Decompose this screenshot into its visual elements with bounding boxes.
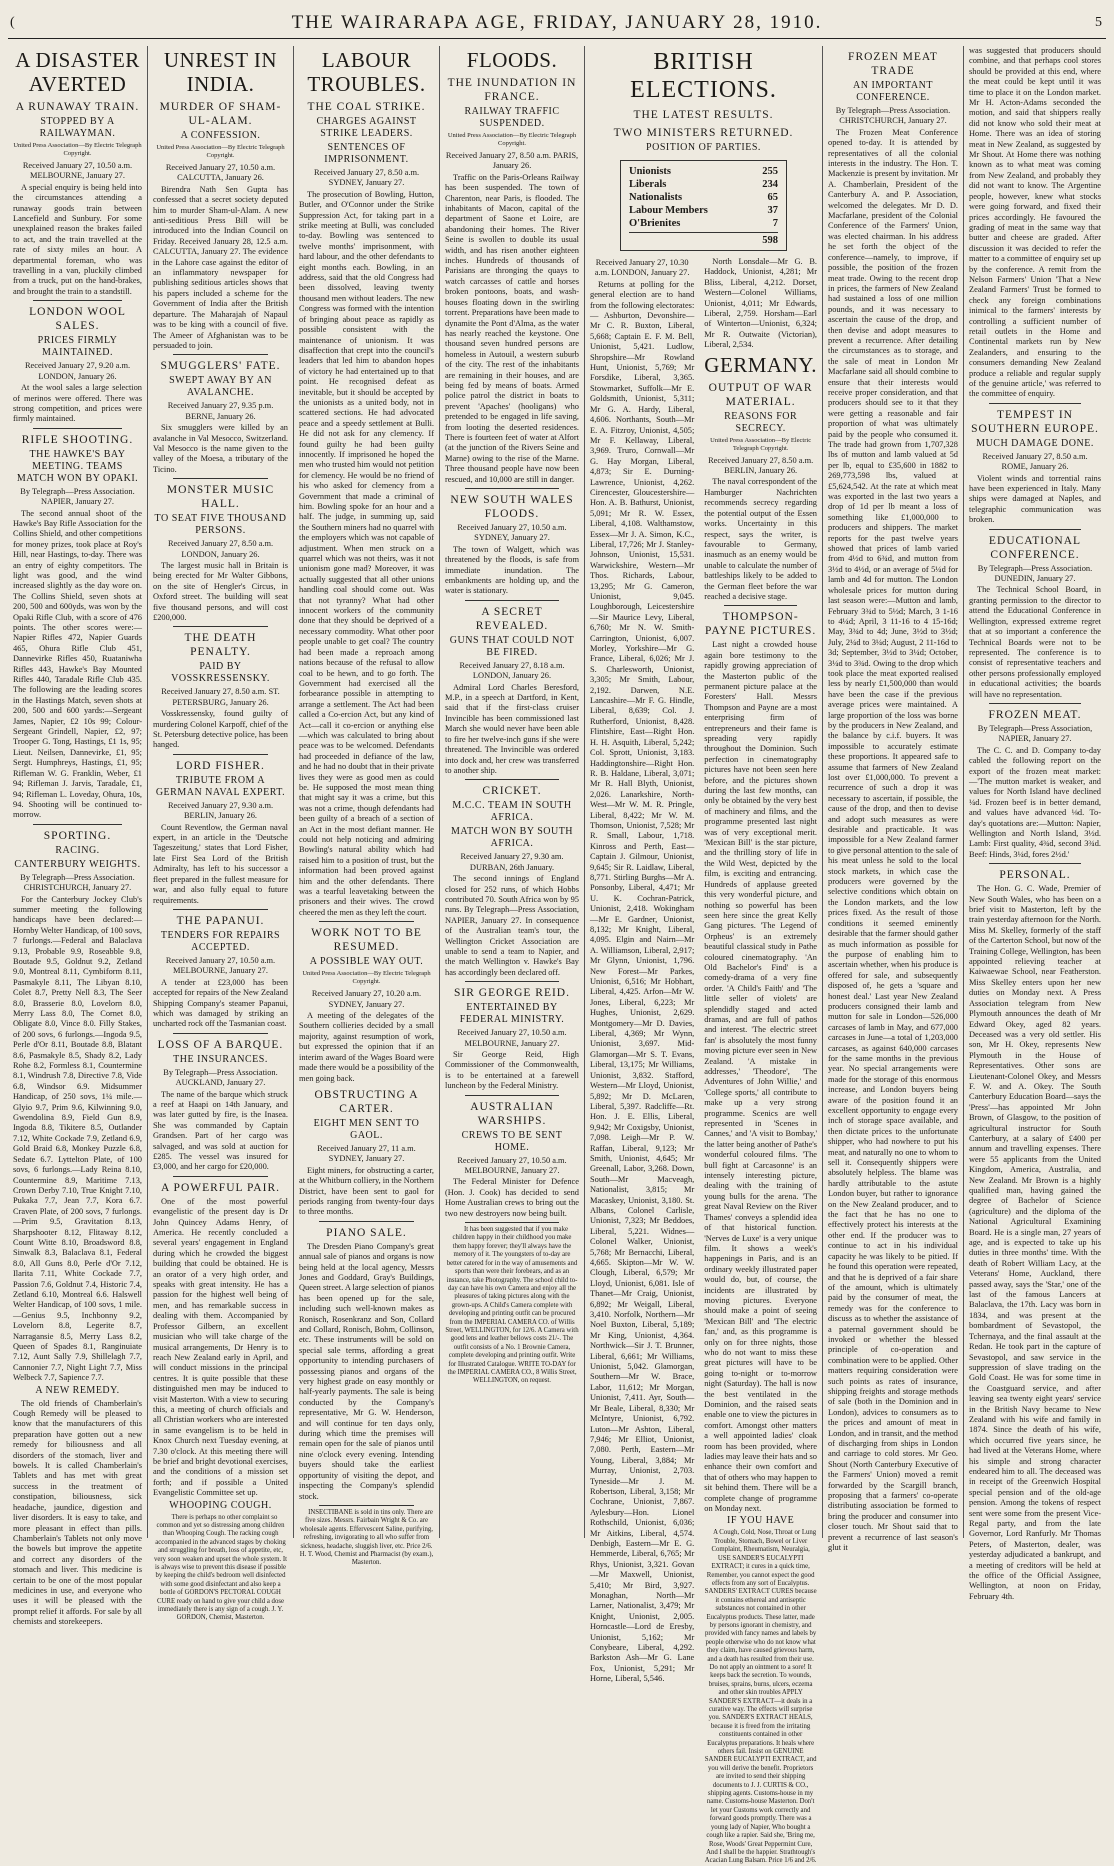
article-body: Traffic on the Paris-Orleans Railway has been suspended. The town of Charenton, near Paris, is flooded. The inhabitants of Macon, capital of the department of Saone et Loire, are abandoning their homes. The River Seine is swollen to double its usual width, and has risen another eighteen inches. Hundreds of thousands of Parisians are thronging the quays to watch carcasses of cattle and horses broken pontoons, boats, and wash-houses floating down in the swirling torrent. Preparations have been made to dynamite the Pont d'Alma, as the water has nearly reached the keystone. One thousand seven hundred persons are homeless in Autouil, a western suburb of the city. The rest of the inhabitants are remaining in their houses, and are being fed by means of boats. Armed police patrol the district in boats to prevent 'Apaches' (hooligans) who pretended to be engaged in life saving, from looting the deserted residences. There is fourteen feet of water at Alfort (at the junction of the Rivers Seine and Marne) owing to the rise of the Marne. Three thousand people have now been rescued, and 10,000 are still in danger.: [445, 172, 579, 484]
article-subheading: CANTERBURY WEIGHTS.: [14, 858, 141, 870]
divider: [465, 779, 559, 780]
article-subheading: RAILWAY TRAFFIC SUSPENDED.: [464, 106, 560, 129]
column-5: [585, 46, 823, 1865]
article-subheading: TENDERS FOR REPAIRS ACCEPTED.: [160, 929, 281, 953]
divider: [989, 863, 1081, 864]
article-heading: THE COAL STRIKE.: [307, 101, 426, 113]
article-subheading: THE HAWKE'S BAY MEETING. TEAMS MATCH WON BY OPAKI.: [16, 448, 139, 484]
wire-credit: United Press Association—By Electric Telegraph Copyright.: [156, 144, 285, 159]
party-seats: 234: [762, 179, 778, 190]
article-heading: MONSTER MUSIC HALL.: [166, 484, 275, 511]
election-results-left: [590, 257, 694, 1866]
party-name: Liberals: [629, 179, 667, 190]
advertisement: INSECTIBANE is sold in tins only. There are five sizes. Messrs. Fairbain Wright & Co. are wholesale agents. Effervescent Saline, purifying, refreshing, invigorating to all who suffer from sickness, headache, sluggish liver, etc. Price 2/6. H. T. Wood, Chemist and Pharmacist (by exam.), Masterton.: [299, 1508, 434, 1567]
dateline: Received January 27, 8.50 a.m. PARIS, January 26.: [445, 151, 579, 171]
article-body: The old friends of Chamberlain's Cough Remedy will be pleased to know that the manufacturers of this preparation have gotten out a new remedy for biliousness and all disorders of the stomach, liver and bowels. It is called Chamberlain's Tablets and has met with great success in the treatment of constipation, biliousness, sick headache, jaundice, digestion and liver disorders. It is easy to take, and more pleasant in effect than pills. Chamberlain's Tablets not only move the bowels but improve the appetite and correct any disorders of the stomach and liver. This medicine is certain to be one of the most popular medicines in use, and everyone who uses it will be pleased with the prompt relief it affords. For sale by all chemists and storekeepers.: [13, 1398, 142, 1627]
party-name: Nationalists: [629, 192, 683, 203]
article-body: The Federal Minister for Defence (Hon. J. Cook) has decided to send Home Australian crews to bring out the two new destroyers now being built.: [445, 1177, 579, 1218]
article-body: The prosecution of Bowling, Hutton, Butler, and O'Connor under the Strike Suppression Act, for taking part in a strike meeting at Bulli, was concluded to-day. Bowling was sentenced to twelve months' imprisonment, with hard labour, and the other defendants to eight months each. Bowling, in an address, said that the old Congress had been dissolved, leaving twenty thousand men without leaders. The new Congress was formed with the intention of bringing about peace as rapidly as possible consistent with the maintenance of unionism. It was disaffection that crept into the council's leaders that led him to abandon hopes of victory he had entertained up to that point. He recognised defeat as inevitable, but it should be accepted by the unionists as a united body, not in scattered sections. He had advocated peace and a speedy settlement at Bulli. He did not ask for any clemency. If found guilty he had been guilty innocently. If imprisoned he hoped the men who trusted him would not petition for clemency. He would be no friend of his who asked for clemency from a Government that made a criminal of him. Bowling spoke for an hour and a half. The judge, in summing up, said the Southern miners had no quarrel with the employers which was not capable of adjustment. When men struck on a quarrel which was not theirs, was it not unionism gone mad? Moreover, it was actually suggested that all other unions handling coal should come out. Was that not tyranny? What had other innocent workers of the community done that they should be deprived of a necessary commodity. What other poor people unable to get coal? The country had been made a reproach among nations because of the refusal to allow coal to be hewn, and to go forth. The Government had exercised all the forbearance possible in attempting to arrange a settlement. The Act had been called a Co-ercion Act, but any kind of Act—call it co-ercion or anything else—which was calculated to bring about peace was to be welcomed. Defendants had proceeded in defiance of the law, and he had no doubt that in their private lives they were as good men as could be. He supposed the most mean thing that might say it was a crime, but this was not a crime, though defendants had been guilty of a breach of a section of an Act in the most defiant manner. He could not help noticing and admiring Bowling's natural ability which had raised him to a position of trust, but the information had been proved against him and the other defendants. There was a tearful leavetaking between the prisoners and their wives. The crowd cheered the men as they left the court.: [299, 189, 434, 917]
article-heading: THE INUNDATION IN FRANCE.: [447, 77, 577, 103]
article-subheading: MATCH WON BY SOUTH AFRICA.: [450, 826, 574, 850]
article-body: The Hon. G. C. Wade, Premier of New South Wales, who has been on a brief visit to Masterton, left by the train yesterday afternoon for the North. Miss M. Skelley, formerly of the staff of the Carterton School, but now of the Training College, Wellington, has been appointed relieving teacher at Kaiwaewae School, near Featherston. Miss Skelley enters upon her new duties on Monday next. A Press Association telegram from New Plymouth announces the death of Mr Edward Okey, aged 82 years. Deceased was a very old settler. His son, Mr H. Okey, represents New Plymouth in the House of Representatives. Other sons are Lieutenant-Colonel Okey, and Messrs F. W. and A. Okey. The South Canterbury Education Board—says the 'Press'—has appointed Mr John Brown, of Glasgow, to the position of agricultural instructor for South Canterbury, at a salary of £400 per annum and travelling expenses. There were 55 applicants from the United Kingdom, America, Australia, and New Zealand. Mr Brown is a highly qualified man, having gained the degree of Bachelor of Science (agriculture) and the diploma of the National Agricultural Examining Board. He is a single man, 27 years of age, and is expected to take up his duties in three months' time. With the death of Robert William Lacy, at the Veterans' Home, Auckland, there passed away, says the 'Star,' one of the last of the famous Lancers at Balaclava, the 17th. Lacy was born in 1834, and was present at the bombardment of Sevastopol, the Tchernaya, and the final assault at the Redan. He took part in the capture of Sevastopol, and saw service in the suppression of slave trading on the Gold Coast. He was for some time in the Coastguard service, and after leaving sea twenty eight years' service in the British Navy became to New Zealand with his wife and family in 1874. Since the death of his wife, which occurred five years since, he had lived at the Veterans Home, where his simple and strong character endeared him to all. The deceased was in receipt of the Greenwich Hospital special pension and of the old-age pension. Among the tokens of respect sent were some from the present Vice-Regal party, and from the late Governor, Lord Ranfurly. Mr Thomas Peters, of Masterton, dealer, was yesterday adjudicated a bankrupt, and a meeting of creditors will be held at the office of the Official Assignee, Wellington, at noon on Friday, February 4th.: [969, 884, 1101, 1601]
party-row: [629, 178, 778, 191]
article-subheading: GUNS THAT COULD NOT BE FIRED.: [449, 634, 575, 658]
divider: [989, 703, 1081, 704]
party-row: [629, 204, 778, 217]
wire-credit: United Press Association—By Electric Telegraph Copyright.: [447, 132, 577, 147]
dateline: Received January 27, 10.50 a.m. MELBOURNE, January 27.: [457, 1028, 567, 1048]
party-standings-table: [620, 160, 787, 251]
article-body: A tender at £23,000 has been accepted for repairs of the New Zealand Shipping Company's steamer Papanui, which was damaged by striking an uncharted rock off the Tasmanian coast.: [153, 977, 288, 1029]
divider: [173, 1176, 268, 1177]
article-subheading: A POSSIBLE WAY OUT.: [309, 956, 424, 968]
article-subheading: IF YOU HAVE: [727, 1515, 795, 1527]
advertisement: There is perhaps no other complaint so common and yet so distressing among children than Whooping Cough. The racking cough accompanied in the advanced stages by choking and struggling for breath, loss of appetite, etc, very soon weaken and upset the whole system. It is always wise to prevent this disease if possible by keeping the child's bedroom well disinfected with some good disinfectant and also keep a bottle of GORDON'S PECTORAL COUGH CURE ready on hand to give your child a dose immediately there is any sign of a cough. J. Y. GORDON, Chemist, Masterton.: [153, 1513, 288, 1622]
dateline: Received January 27, 10.50 a.m. MELBOURNE, January 27.: [22, 161, 133, 181]
dateline: Received January 27, 10.50 a.m. MELBOURNE, January 27.: [457, 1155, 567, 1176]
dateline: Received January 27, 10.30 a.m. LONDON, January 27.: [594, 258, 690, 278]
article-heading: FROZEN MEAT TRADE: [848, 51, 938, 77]
article-banner: UNREST IN INDIA.: [163, 48, 278, 96]
article-subheading: STOPPED BY A RAILWAYMAN.: [39, 116, 116, 139]
article-heading: A RUNAWAY TRAIN.: [15, 101, 140, 113]
divider: [319, 921, 414, 922]
article-body: For the Canterbury Jockey Club's summer meeting the following handicaps have been declared:— Hornby Welter Handicap, of 100 sovs, 7 furlongs.—Federal and Balaclava 9.13, Probable 9.9, Roseabble 9.8, Boutade 9.5, Goldnut 9.2, Zetland 9.0, Montreal 8.11, Cymbiform 8.11, Pasmakyle 8.11, The Libyan 8.10, Colet 8.7, Pretty Nell 8.3, The Seer 8.0, Brasserie 8.0, Lovelorn 8.0, Merry Lass 8.0, The Cornet 8.0, Obligate 8.0, Vince 8.0. Filly Stakes, of 200 sovs, 6 furlongs.—Ingoda 9.5, Perle d'Or 8.11, Boutade 8.8, Blatant 8.6, Pasmakyle 8.5, Shady 8.2, Lady Rohe 8.2, Formless 8.1, Countermine 8.1, Windrush 7.8, Directive 7.8, Vide 6.8, Windsor 6.9. Midsummer Handicap, of 250 sovs, 1¼ mile.—Glyio 9.7, Prim 9.6, Kilwinning 9.0, Gwendolina 8.9, Field Gun 8.9, Ingoda 8.8, Tikitere 8.5, Outlander 7.12, White Cockade 7.9, Zetland 6.9, Gold Braid 6.8, Monkey Puzzle 6.8, Sedate 6.7. Lyttelton Plate, of 100 sovs, 6 furlongs.—Lady Reina 8.10, Countermine 8.9, Maritime 7.13, Crown Derby 7.10, True Knight 7.10, Pukaka 7.7, Jean 7.7, Kora 6.7. Craven Plate, of 200 sovs, 7 furlongs.—Prim 9.5, Gravitation 8.13, Sharpshooter 8.12, Flitaway 8.12, Count Witte 8.10, Broadsword 8.8, Sinwalk 8.3, Balaclava 8.1, Federal 8.0, All Guns 8.0, Perle d'Or 7.12, Ilarita 7.11, White Cockade 7.7, Passion 7.6, Goldnut 7.4, Historic 7.4, Zetland 6.10, Montreal 6.6. Halswell Welter Handicap, of 100 sovs, 1 mile.—Genius 9.5, Inchbonny 9.2, Lovelorn 8.8, Legerite 8.7, Narragansie 8.5, Merry Lass 8.2, Queen of Spades 8.1, Ranginuiate 7.12, Aunt Sally 7.9, Shillelagh 7.7, Cannonier 7.7, Night Light 7.7, Miss Welbeck 7.7, Sapience 7.7.: [13, 894, 142, 1383]
dateline: Received January 27, 10.20 a.m. SYDNEY, January 27.: [311, 989, 422, 1009]
dateline: Received January 27, 9.20 a.m. LONDON, January 26.: [24, 361, 131, 381]
article-subheading: PRICES FIRMLY MAINTAINED.: [37, 335, 118, 359]
divider: [465, 981, 559, 982]
article-subheading: AN IMPORTANT CONFERENCE.: [853, 80, 933, 103]
article-body: Six smugglers were killed by an avalanche in Val Mesocco, Switzerland. Val Mesocco is the name given to the valley of the Moesa, a tributary of the Ticino.: [153, 423, 288, 474]
article-heading: OUTPUT OF WAR MATERIAL.: [708, 381, 813, 408]
divider: [173, 478, 268, 479]
article-body: Last night a crowded house again bore testimony to the rapidly growing appreciation of the Masterton public of the permanent picture palace at the Foresters' Hall. Messrs Thompson and Payne are a most enterprising firm of entrepreneurs and their fame is spreading very rapidly throughout the Dominion. Such perfection in cinematography pictures have not been seen here before, and the pictures shown during the last few months, can only be obtained by the very best of machinery and films, and the programme presented last night was of very exceptional merit. 'Mexican Bill' is the star picture, and the thrilling story of life in the Wild West, depicted by the film, is exciting and entrancing. Hundreds of applause greeted this very wonderful picture, and nothing so powerful has been seen here since the great Kelly Gang pictures. 'The Legend of Orpheus' is an extremely beautiful classical study in Pathe coloured cinematography. 'An Old Bachelor's Find' is a comedy-drama of a very fine order. 'A Child's Faith' and 'The little seller of violets' are splendidly staged and acted dramas, and are full of pathos and interest. 'The electric street fan' is absolutely the most funny moving picture ever seen in New Zealand. 'A mistake in addresses,' 'Theodore', 'The Adventures of John Willie,' and 'College sports,' all contribute to make up a very strong programme. Scenics are well represented in 'Scenes in Cannes,' and 'A visit to Bombay,' the latter being another of Pathe's wonderful coloured films. 'The bull fight at Carcasonne' is an intensely interesting picture, dealing with the training of young bulls for the arena. 'The great Naval Review on the River Thames' conveys a splendid idea of that historical function. 'Nerves de Luxe' is a very unique film. It shows a week's happenings in Paris, and is an ordinary weekly illustrated paper would do, but, of course, the incidents are illustrated by moving pictures. Everyone should make a point of seeing 'Mexican Bill' and 'The electric fan,' and, as this programme is only on for three nights, those who do not want to miss these great pictures will have to be going to-night or to-morrow night (Saturday). The hall is now the best ventilated in the Dominion, and the raised seats enable one to view the pictures in comfort. Amongst other matters a well appointed ladies' cloak room has been provided, where ladies may leave their hats and so enhance their own comfort and that of others who may happen to sit behind them. There will be a complete change of programme on Monday next.: [704, 640, 817, 1514]
article-heading: LONDON WOOL SALES.: [29, 306, 126, 333]
dateline: By Telegraph—Press Association. DUNEDIN, January 27.: [977, 563, 1093, 584]
party-name: Labour Members: [629, 205, 708, 216]
dateline: By Telegraph—Press Association. CHRISTCHURCH, January 27.: [20, 872, 135, 893]
wire-credit: United Press Association—By Electric Telegraph Copyright.: [13, 142, 142, 157]
article-heading: RIFLE SHOOTING.: [21, 433, 134, 446]
dateline: Received January 27, 8.50 a.m. SYDNEY, January 27.: [313, 168, 420, 188]
article-subheading: TO SEAT FIVE THOUSAND PERSONS.: [154, 513, 287, 537]
article-heading: CRICKET.: [482, 785, 542, 798]
article-body: Birendra Nath Sen Gupta has confessed that a secret society deputed him to murder Sham-ul-Alam. A new anti-seditious Press Bill will be introduced into the Indian Council on Friday. Received January 28, 12.5 a.m. CALCUTTA, January 27. The evidence in the Lahore case against the editor of an inflammatory newspaper for publishing seditious articles shows that his papers included a scheme for the Government of India after the British departure. The Maharajah of Napaul was to be king with a council of five. The Ameer of Afghanistan was to be persuaded to join.: [153, 184, 288, 350]
party-name: O'Brienites: [629, 218, 681, 229]
article-banner: BRITISH ELECTIONS.: [630, 49, 777, 103]
divider: [173, 354, 268, 355]
article-subheading: THE INSURANCES.: [173, 1053, 268, 1065]
article-subheading: A CONFESSION.: [180, 130, 261, 141]
article-subheading: MUCH DAMAGE DONE.: [976, 437, 1094, 449]
divider: [989, 529, 1081, 530]
dateline: Received January 27, 11 a.m. SYDNEY, January 27.: [317, 1143, 416, 1164]
dateline: Received January 27, 9.30 am. DURBAN, 26th January.: [460, 852, 564, 872]
party-seats: 255: [762, 166, 778, 177]
wire-credit: United Press Association—By Electric Telegraph Copyright.: [302, 970, 431, 986]
divider: [173, 626, 268, 627]
dateline: By Telegraph—Press Association, NAPIER, January 27.: [977, 723, 1093, 744]
article-subheading: TRIBUTE FROM A GERMAN NAVAL EXPERT.: [155, 774, 286, 798]
dateline: By Telegraph—Press Association. AUCKLAND, January 27.: [163, 1067, 278, 1088]
dateline: Received January 27, 10.50 a.m. MELBOURNE, January 27.: [165, 955, 276, 976]
article-heading: PERSONAL.: [999, 869, 1071, 882]
article-subheading: WHOOPING COUGH.: [169, 1499, 272, 1511]
article-body: The Technical School Board, in granting permission to the director to attend the Educational Conference in Wellington, expressed extreme regret that at so important a conference the Technical Boards were not to be represented. The conference is to consist of representative teachers and other persons professionally employed in educational activities; the boards will have no representation.: [969, 585, 1101, 699]
party-seats: 65: [767, 192, 778, 203]
advertisement: It has been suggested that if you make children happy in their childhood you make them happy forever; they'll always have the memory of it. The youngsters of to-day are better catered for in the way of amusements and sports than were their forebears, and as an instance, take Photography. The school child to-day can have his own Camera and enjoy all the pleasures of taking pictures along with the grown-ups. A Child's Camera complete with developing and printing outfit can be procured from the IMPERIAL CAMERA CO. of Willis Street, WELLINGTON, for 12/6. A Camera with good lens and leather bellows costs 21/-. The outfit consists of a No. 1 Brownie Camera, complete developing and printing outfit. Write for Illustrated Catalogue. WRITE TO-DAY for the IMPERIAL CAMERA CO., 8 Willis Street, WELLINGTON, on request.: [445, 1226, 579, 1385]
party-seats: 37: [767, 205, 778, 216]
article-subheading: ENTERTAINED BY FEDERAL MINISTRY.: [459, 1002, 565, 1026]
article-subheading: SENTENCES OF IMPRISONMENT.: [324, 142, 409, 165]
article-body: The name of the barque which struck a reef at Haapi on 14th January, and was later gutted by fire, is the Inasea. She was commanded by Captain Grandsen. Part of her cargo was salvaged, and was sold at auction for £285. The vessel was insured for £3,000, and her cargo for £20,000.: [153, 1089, 288, 1172]
article-body: The Frozen Meat Conference opened to-day. It is attended by representatives of all the colonial interests in the industry. The Hon. T. Mackenzie is present by invitation. Mr A. Chamberlain, President of the Canterbury A. and P. Association, welcomed the delegates. Mr D. D. Macfarlane, president of the Colonial Conference of the Farmers' Union, was elected chairman. In his address he set forth the object of the conference—namely, to improve, if possible, the position of the frozen meat trade. Owing to the recent drop in prices, the farmers of New Zealand had sustained a loss of one million pounds, and it was necessary to ascertain the cause of the drop, and then devise and adopt measures to prevent a recurrence. After detailing the circumstances as to storage, and the sale of meat in London Mr Macfarlane said all should combine to ensure that their interests would receive proper consideration, and that producers should see to it that they were getting a reasonable and fair proportion of what was ultimately paid by the people who consumed it. The trade had grown from 1,707,328 lbs of mutton and lamb valued at 5d per lb, equal to £35,600 in 1882 to 269,773,598 lbs, valued at £5,624,542. At the rate at which meat was exported in the last two years a drop of 1d per lb meant a loss of something like £1,000,000 to producers and shippers. The market reports for the past twelve years showed that prices of lamb varied from 4½d to 6¾d, and mutton from 3½d to 4½d, or an average of 5¼d for lamb and 4d for mutton. The London wholesale prices for mutton during last season were:—Mutton and lamb, February 3¾d to 5½d; March, 3 1-16 to 4¼d; April, 3 11-16 to 4 15-16d; May, 3¾d to 4d; June, 3½d to 3½d; July, 2¼d to 3¼d; August, 2 11-16d to 3d; September, 3½d to 3¼d; October, 3¼d to 3¾d. Owing to the drop which took place the meat exported realised less by nearly £1,500,000 than would have been the case if the previous average prices were maintained. A large proportion of the loss was borne by the producers in New Zealand, and the balance by c.i.f. buyers. It was impossible to accurately estimate these proportions. It appeared safe to assume that farmers of New Zealand lost over £1,000,000. To prevent a recurrence of such a drop it was necessary to ascertain, if possible, the cause of the drop, and then to devise and adopt such measures as were desirable and practicable. It was impossible for a New Zealand farmer to give personal attention to the sale of his meat unless he sold to the local stock markets, in which case the producers were governed by the selective conditions which obtain on the London markets, and the low prices fixed. As the result of those conditions it seemed eminently desirable that the farmer should gather as much information as possible for the purpose of enabling him to ascertain whether, when his produce is offered for sale, and subsequently disposed of, he gets a 'square and honest deal.' Last year New Zealand producers consigned their lamb and mutton for sale in London—526,000 carcases of lamb in May, and 677,000 carcases in June—a total of 1,203,000 carcases, as against 640,000 carcases for the same months in the previous year. No special arrangements were made for the storage of this enormous increase, and London buyers being aware of the position found it an excellent opportunity to engage every inch of storage space available, and then dictate prices to the unfortunate shipper, who had nowhere to put his meat, and naturally no one to whom to sell it. Consequently shippers were absolutely helpless. The blame was hardly attributable to the astute London buyer, but rather to ignorance on the New Zealand producer, and to the fact that he has no one to effectively protect his interests at the other end. If the producer was to continue to act in his individual capacity he was likely to be pitied. If he found this operation were repeated, and that he is deprived of a fair share of the amount, which is ultimately paid by the consumer of meat, the remedy was for the conference to discuss as to whether the assistance of a paternal government should be invoked or whether the blessed principle of co-operation and combination were to be applied. Other matters requiring consideration were such points as rates of insurance, shipping freights and storage methods of sale (both in the Dominion and in London), advices to consumers as to the prices and amount of meat in London, and in transit, and the method of discharging from ships in London and carriage to cold stores. Mr Geo. Shout (North Canterbury Executive of the Farmers' Union) moved a remit forwarded by the Scargill branch, proposing that a farmers' co-operate distributing association be formed to bring the producer and consumer into closer touch. Mr Shout said that to prevent a recurrence of last season's glut it: [828, 127, 959, 1553]
party-row: [629, 165, 778, 178]
article-heading: THE DEATH PENALTY.: [184, 632, 257, 659]
article-subheading: PAID BY VOSSKRESSENSKY.: [171, 661, 270, 685]
masthead: [8, 8, 1106, 39]
article-body: The Dresden Piano Company's great annual sale of pianos and organs is now being held at the local agency, Messrs Jones and Goddard, Gray's Buildings, Queen street. A large selection of pianos has been opened up for the sale, including such well-known makes as Ronisch, Rosenkranz and Son, Collard and Collard, Ronisch, Bohm, Collinson, etc. These instruments will be sold on special sale terms, affording a great opportunity to intending purchasers of possessing pianos and organs of the very highest grade on easy monthly or half-yearly payments. The sale is being conducted by the Company's representative, Mr G. W. Henderson, and will continue for ten days only, during which time the premises will remain open for the sale of pianos until nine o'clock every evening. Intending buyers should take the earliest opportunity of visiting the depot, and inspecting the Company's splendid stock.: [299, 1241, 434, 1501]
article-heading: SIR GEORGE REID.: [454, 987, 570, 1000]
article-heading: A SECRET REVEALED.: [475, 605, 549, 632]
article-body: The naval correspondent of the Hamburger Nachrichten recommends secrecy regarding the potential output of the Essen works. Uncertainty in this respect, says the writer, is favourable to Germany, inasmuch as an enemy would be unable to calculate the number of battleships likely to be added to the German fleet before the war reached a decisive stage.: [704, 477, 817, 601]
article-heading: MURDER OF SHAM-UL-ALAM.: [159, 101, 282, 127]
article-heading: THOMPSON-PAYNE PICTURES.: [704, 611, 817, 638]
divider: [465, 1095, 559, 1096]
article-subheading: TWO MINISTERS RETURNED.: [613, 127, 794, 139]
dateline: Received January 27, 8.50 a.m. ST. PETERSBURG, January 26.: [161, 687, 280, 707]
article-body: was suggested that producers should combine, and that perhaps cool stores should be provided at this end, where the meat could be kept until it was time to place it on the London market. Mr H. Acton-Adams seconded the motion, and said that shippers really did not know who sold their meat at Home. There was an idea of storing meat in New Zealand, as suggested by Mr Shout. At Home there was nothing known as to what meat was coming from New Zealand, and probably they did not want to know. The Argentine people, however, knew what stocks were going forward, and fixed their prices accordingly. He favoured the grading of meat in the same way that butter and cheese are graded. After discussion it was decided to refer the matter to a committee of enquiry set up by the conference. A remit from the Nelson Farmers' Union 'That a New Zealand Farmers' Trust be formed to check any foreign combinations inimical to the farmers' interests by controlling a sufficient number of retail outlets in the Home and Continental markets run by New Zealanders, and ensuring to the consumers demanding New Zealand produce a reliable and regular supply of the genuine article,' was referred to the committee of enquiry.: [969, 46, 1101, 399]
dateline: Received January 27, 8.50 a.m. LONDON, January 26.: [167, 539, 274, 559]
newspaper-page: [8, 8, 1106, 1865]
article-body: Count Reventlow, the German naval expert, in an article in the 'Deutsche Tageszeitung,' states that Lord Fisher, late First Sea Lord of the British Admiralty, has left to his successor a fleet prepared in the fullest measure for war, and also fully equal to future requirements.: [153, 822, 288, 905]
article-body: The second annual shoot of the Hawke's Bay Rifle Association for the Collins Shield, and other competitions for money prizes, took place at Roy's Hill, near Hastings, to-day. There was an entry of eighty competitors. The light was good, and the wind increased slightly as the day wore on. The Collins Shield, seven shots at 200, 500 and 600yds, was won by the Opaki Rifle Club, with a score of 476 points. The other scores were:—Napier Rifles 472, Napier Guards 465, Ohura Rifle Club 451, Dannevirke Rifles 450, Ruataniwha Rifles 443, Hawke's Bay Mounted Rifles 440, Taradale Rifle Club 435. The following are the leading scores in the Hastings Match, seven shots at 200, 500 and 600 yards:—Sergeant James, Napier, £2 10s 99; Colour-Sergeant Grindell, Napier, £2, 97; Trooper G. Tong, Hastings, £1 1s, 95; Lieut. Neilsen, Dannevirke, £1, 95; Sergt. Humphreys, Hastings, £1, 95; Rifleman W. G. Franklin, Weber, £1 94; Rifleman J. Jarvis, Taradale, £1, 94; Rifleman L. Loveday, Ohura, 10s, 94. Shooting will be continued to-morrow.: [13, 508, 142, 820]
party-seats: 7: [772, 218, 778, 229]
article-body: North Lonsdale—Mr G. B. Haddock, Unionist, 4,281; Mr Bliss, Liberal, 4,212. Dorset, Western—Colonel Williams, Unionist, 4,011; Mr Edwards, Liberal, 2,759. Horsham—Earl of Winterton—Unionist, 6,324; Mr R. Outwaite (Victorian), Liberal, 2,534.: [704, 257, 817, 350]
divider: [173, 909, 268, 910]
election-results-right: [704, 257, 817, 1866]
dateline: By Telegraph—Press Association. CHRISTCHURCH, January 27.: [835, 106, 951, 126]
article-banner: LABOUR TROUBLES.: [307, 48, 426, 96]
article-banner: GERMANY.: [704, 352, 817, 377]
dateline: Received January 27, 10.50 a.m. SYDNEY, January 27.: [457, 523, 567, 543]
article-heading: AUSTRALIAN WARSHIPS.: [470, 1100, 554, 1127]
article-body: The C. C. and D. Company to-day cabled the following report on the export of the frozen meat market:—'The mutton market is weaker, and values for North Island have declined ¼d. Frozen beef is in better demand, and values have advanced ⅛d. To-day's quotations are:—Mutton: Napier, Wellington and North Island, 3½d. Lamb: First quality, 4¾d, second 3¾d. Beef: Hinds, 3¼d, fores 2½d.': [969, 745, 1101, 859]
column-7: [964, 46, 1106, 1601]
article-heading: THE LATEST RESULTS.: [633, 109, 774, 121]
divider: [319, 1221, 414, 1222]
election-results-columns: [590, 257, 817, 1866]
dateline: Received January 27, 8.50 a.m. BERLIN, January 26.: [708, 455, 814, 476]
article-body: At the wool sales a large selection of merinos were offered. There was strong competition, and prices were firmly maintained.: [13, 383, 142, 424]
article-banner: FLOODS.: [466, 48, 558, 72]
divider: [173, 1033, 268, 1034]
article-subheading: SWEPT AWAY BY AN AVALANCHE.: [169, 375, 272, 399]
party-total: 598: [629, 232, 778, 246]
article-body: The town of Walgett, which was threatened by the floods, is safe from immediate inundation. The embankments are holding up, and the water is stationary.: [445, 544, 579, 596]
article-body: Vosskressensky, found guilty of murdering Colonel Karpoff, chief of the St. Petersburg detective police, has been hanged.: [153, 709, 288, 750]
article-subheading: REASONS FOR SECRECY.: [724, 410, 798, 434]
column-1: [8, 46, 148, 1627]
article-heading: A POWERFUL PAIR.: [161, 1181, 280, 1194]
dateline: Received January 27, 8.18 a.m. LONDON, January 26.: [459, 660, 565, 681]
divider: [989, 403, 1081, 404]
article-body: Sir George Reid, High Commissioner of the Commonwealth, is to be entertained at a farewell luncheon by the Federal Ministry.: [445, 1050, 579, 1091]
article-heading: EDUCATIONAL CONFERENCE.: [988, 534, 1082, 561]
wire-credit: United Press Association—By Electric Telegraph Copyright.: [710, 436, 812, 452]
column-3: [294, 46, 440, 1567]
article-heading: NEW SOUTH WALES FLOODS.: [450, 494, 574, 520]
dateline: Received January 27, 9.30 a.m. BERLIN, January 26.: [167, 800, 274, 821]
column-2: [148, 46, 294, 1622]
divider: [319, 1505, 414, 1506]
article-heading: SMUGGLERS' FATE.: [160, 360, 281, 373]
divider: [465, 1222, 559, 1223]
party-name: Unionists: [629, 166, 672, 177]
divider: [173, 754, 268, 755]
article-subheading: A NEW REMEDY.: [35, 1384, 120, 1396]
divider: [465, 600, 559, 601]
divider: [465, 488, 559, 489]
article-body: The largest music hall in Britain is being erected for Mr Walter Gibbons, on the site of Hengler's Circus, in Oxford street. The building will seat five thousand persons, and will cost £200,000.: [153, 560, 288, 622]
margin-mark: (: [10, 15, 15, 30]
article-subheading: CHARGES AGAINST STRIKE LEADERS.: [316, 116, 417, 139]
dateline: Received January 27, 9.35 p.m. BERNE, January 26.: [167, 401, 274, 421]
advertisement: A Cough, Cold, Nose, Throat or Lung Trouble, Stomach, Bowel or Liver Complaint, Rheumatism, Neuralgia, USE SANDER'S EUCALYPTI EXTRACT; it cures in a quick time, Remember, you cannot expect the good effects from any sort of Eucalyptus. SANDERS' EXTRACT CURES because it contains ethereal and antiseptic substances not contained in other Eucalyptus products. These latter, made by persons ignorant in chemistry, and provided with fancy names and labels by people otherwise who do not know what they claim, have caused grievous harm, and a death has resulted from their use. Do not apply an ointment to a sore! It keeps back the secretion. To wounds, bruises, sprains, burns, ulcers, eczema and other skin troubles APPLY SANDER'S EXTRACT—it deals in a curative way. The effects will surprise you. SANDER'S EXTRACT HEALS, because it is freed from the irritating constituents contained in other Eucalyptus preparations. It heals where others fail. Insist on GENUINE SANDER EUCALYPTI EXTRACT, and you will derive the benefit. Proprietors are invited to send their shipping documents to J. J. CURTIS & CO., shipping agents. Customs-house in my name. Customs-house Masterton. Don't let your Customs work correctly and forward goods promptly. There was a young lady of Napier, Who bought a cough like a rapier. Said she, 'Bring me, Rose, Woods' Great Peppermint Cure, And I shall be the happier. Strathtough's Acacian Lung Balsam. Price 1/6 and 2/6.: [704, 1529, 817, 1865]
article-subheading: POSITION OF PARTIES.: [646, 142, 761, 153]
divider: [724, 605, 797, 606]
article-body: A meeting of the delegates of the Southern collieries decided by a small majority, against resumption of work, but expressed the opinion that if an interim award of the Wages Board were made there would be a possibility of the men going back.: [299, 1011, 434, 1083]
article-heading: FROZEN MEAT.: [988, 708, 1082, 721]
article-heading: WORK NOT TO BE RESUMED.: [311, 927, 422, 954]
article-heading: LORD FISHER.: [176, 759, 265, 772]
dateline: By Telegraph—Press Association. NAPIER, January 27.: [20, 486, 135, 507]
party-row: [629, 217, 778, 230]
column-4: [440, 46, 585, 1538]
article-heading: TEMPEST IN SOUTHERN EUROPE.: [971, 408, 1099, 435]
party-row: [629, 191, 778, 204]
divider: [33, 428, 122, 429]
dateline: Received January 27, 8.50 a.m. ROME, January 26.: [982, 451, 1088, 472]
newspaper-title: THE WAIRARAPA AGE, FRIDAY, JANUARY 28, 1910.: [291, 12, 823, 33]
article-subheading: M.C.C. TEAM IN SOUTH AFRICA.: [452, 800, 572, 824]
article-subheading: CREWS TO BE SENT HOME.: [461, 1129, 563, 1153]
article-body: Admiral Lord Charles Beresford, M.P., in a speech at Dartford, in Kent, said that if the first-class cruiser Invincible has been commissioned last March she would never have been able to fire her twelve-inch guns if she were threatened. The Invincible was ordered into dock and, her crew was transferred to another ship.: [445, 682, 579, 775]
divider: [33, 824, 122, 825]
article-banner: A DISASTER AVERTED: [15, 48, 140, 96]
article-body: Violent winds and torrential rains have been experienced in Italy. Many ships were damaged at Naples, and telegraphic communication was broken.: [969, 473, 1101, 525]
article-heading: OBSTRUCTING A CARTER.: [314, 1088, 419, 1115]
article-body: The second innings of England closed for 252 runs, of which Hobbs contributed 70. South Africa won by 95 runs. By Telegraph—Press Association, NAPIER, January 27. In consequence of the Australian team's tour, the Wellington Cricket Association are unable to send a team to Napier, and the match Wellington v. Hawke's Bay has accordingly been declared off.: [445, 874, 579, 977]
article-subheading: EIGHT MEN SENT TO GAOL.: [313, 1117, 420, 1141]
article-heading: LOSS OF A BARQUE.: [157, 1038, 284, 1051]
article-heading: THE PAPANUI.: [176, 914, 265, 927]
column-6: [823, 46, 964, 1553]
article-heading: SPORTING.: [43, 829, 112, 842]
article-body: Eight miners, for obstructing a carter, at the Whitburn colliery, in the Northern District, have been sent to gaol for periods ranging from twenty-four days to three months.: [299, 1165, 434, 1217]
article-subheading: RACING.: [55, 844, 100, 856]
article-heading: PIANO SALE.: [326, 1226, 407, 1239]
dateline: Received January 27, 10.50 a.m. CALCUTTA, January 26.: [165, 163, 276, 183]
article-body: A special enquiry is being held into the circumstances attending a runaway goods train between Lancefield and Sunbury. For some unexplained reason the brakes failed to act, and the train travelled at the rate of sixty miles an hour. A departmental foreman, who was travelling in a van, pluckily climbed from a truck, put on the hand-brakes, and brought the train to a standstill.: [13, 182, 142, 296]
page-number: 5: [1095, 15, 1102, 30]
article-body: One of the most powerful evangelistic of the present day is Dr John Quincey Adams Henry, of America. He recently concluded a several years' engagement in England during which he crowded the biggest building that could be obtained. He is an orator of a very high order, and speaks with great intensity. He has a passion for the highest well being of men, and has remarkable success in dealing with them. Accompanied by Professor Gilbern, an excellent musician who will take charge of the musical arrangements, Dr Henry is to reach New Zealand early in April, and will conduct missions in the principal centres. It is quite possible that these distinguished men may be induced to visit Masterton. With a view to securing this, a meeting of church officials and all Christian workers who are interested in same evangelism is to be held in Knox Church next Tuesday evening, at 7.30 o'clock. At this meeting there will be brief and bright devotional exercises, and the conditions of a mission set forth; and if possible a United Evangelistic Committee set up.: [153, 1196, 288, 1498]
divider: [33, 300, 122, 301]
article-body: Returns at polling for the general election are to hand from the following electorates:— Ashburton, Devonshire—Mr C. R. Buxton, Liberal, 5,668; Captain E. F. M. Bell, Unionist, 5,421. Ludlow, Shropshire—Mr Rowland Hunt, Unionist, 5,769; Mr Forsdike, Liberal, 3,365. Stowmarket, Suffolk—Mr E. Goldsmith, Unionist, 5,311; Mr G. A. Hardy, Liberal, 4,606. Northants, South—Mr E. A. Fitzroy, Unionist, 4,505; Mr F. Kellaway, Liberal, 3,969. Truro, Cornwall—Mr G. Hay Morgan, Liberal, 4,873; Sir E. Durning-Lawrence, Unionist, 4,262. Cirencester, Gloucestershire—Hon. A. B. Bathurst, Unionist, 5,091; Mr R. W. Essex, Liberal, 4,108. Walthamstow, Essex—Mr J. A. Simon, K.C., Liberal, 17,726; Mr J. Stanley-Johnson, Unionist, 15,531. Warwickshire, Western—Mr Thos. Richards, Labour, 13,295; Mr G. Cameron, Unionist, 9,045. Loughborough, Leicestershire—Sir Maurice Levy, Liberal, 6,760; Mr N. W. Smith-Carrington, Unionist, 6,007. Morley, Yorkshire—Mr G. France, Liberal, 6,026; Mr J. S. Charlesworth, Unionist, 3,305; Mr Smith, Labour, 2,192. Darwen, N.E. Lancashire—Mr F. G. Hindle, Liberal, 8,639; Col. J. Rutherford, Unionist, 8,428. Flintshire, East—Right Hon. H. H. Asquith, Liberal, 5,242; Col. Sprott, Unionist, 3,183. Haddingtonshire—Right Hon. R. B. Haldane, Liberal, 3,071; Mr R. Hall Blyth, Unionist, 2,026. Lanarkshire, North-West—Mr W. M. R. Pringle, Liberal, 8,422; Mr W. M. Thomson, Unionist, 7,528; Mr R. Small, Labour, 1,718. Kinross and Perth, East—Captain J. Gilmour, Unionist, 9,645; Sir R. Laidlaw, Liberal, 8,771. Stirling Burghs—Mr A. Ponsonby, Liberal, 4,471; Mr U. K. Cochran-Patrick, Unionist, 2,418. Wokingham—Mr E. Gardner, Unionist, 8,132; Mr Knight, Liberal, 4,095. Elgin and Nairn—Mr A. Williamson, Liberal, 2,917; Mr Glynn, Unionist, 1,796. New Forest—Mr Parkes, Unionist, 6,516; Mr Hobhart, Liberal, 4,425. Arfon—Mr W. Jones, Liberal, 6,223; Mr Hughes, Unionist, 2,629. Montgomery—Mr D. Davies, Liberal, 4,369; Mr Wynn, Unionist, 3,697. Mid-Glamorgan—Mr S. T. Evans, Liberal, 13,175; Mr Williams, Unionist, 3,832. Stafford, Western—Mr Lloyd, Unionist, 5,892; Mr D. McLaren, Liberal, 5,397. Radcliffe—Rt. Hon. J. E. Ellis, Liberal, 9,942; Mr Coxigsby, Unionist, 7,098. Leigh—Mr P. W. Raffan, Liberal, 9,123; Mr Smith, Unionist, 4,645; Mr Greenall, Labor, 3,268. Down, South—Mr Macveagh, Nationalist, 3,815; Mr Macaskey, Unionist, 3,180. St. Albans, Colonel Carlisle, Unionist, 7,323; Mr Beddoes, Liberal, 5,221. Widnes—Colonel Walker, Unionist, 5,768; Mr Bernacchi, Liberal, 4,665. Skipton—Mr W. W. Clough, Liberal, 6,579; Mr Lloyd, Unionist, 6,081. Isle of Thanet—Mr Craig, Unionist, 6,892; Mr Weigall, Liberal, 3,410. Norfolk, Northern—Mr Noel Buxton, Liberal, 5,189; Mr King, Unionist, 4,364. Northwick—Sir J. T. Brunner, Liberal, 6,661; Mr Williams, Unionist, 5,042. Glamorgan, Southern—Mr W. Brace, Labor, 11,612; Mr Morgan, Unionist, 7,411. Ayr, South—Mr Beale, Liberal, 8,330; Mr McIntyre, Unionist, 6,792. Luton—Mr Ashton, Liberal, 7,946; Mr Elliot, Unionist, 7,080. Perth, Eastern—Mr Young, Liberal, 3,884; Mr Murray, Unionist, 2,703. Tyneside—Mr J. M. Robertson, Liberal, 3,158; Mr Cochrane, Unionist, 7,867. Aylesbury—Hon. Lionel Rothschild, Unionist, 6,036; Mr Aitkins, Liberal, 4,574. Denbigh, Eastern—Mr E. G. Hemmerde, Liberal, 6,765; Mr Rhys, Unionist, 3,321. Govan—Mr Maxwell, Unionist, 5,410; Mr Bird, 3,927. Monaghan, North—Mr Larner, Nationalist, 3,479; Mr Knight, Unionist, 2,005. Horncastle—Lord de Eresby, Unionist, 5,162; Mr Conybeare, Liberal, 4,292. Barkston Ash—Mr G. Lane Fox, Unionist, 5,291; Mr Horne, Liberal, 5,546.: [590, 279, 695, 1684]
